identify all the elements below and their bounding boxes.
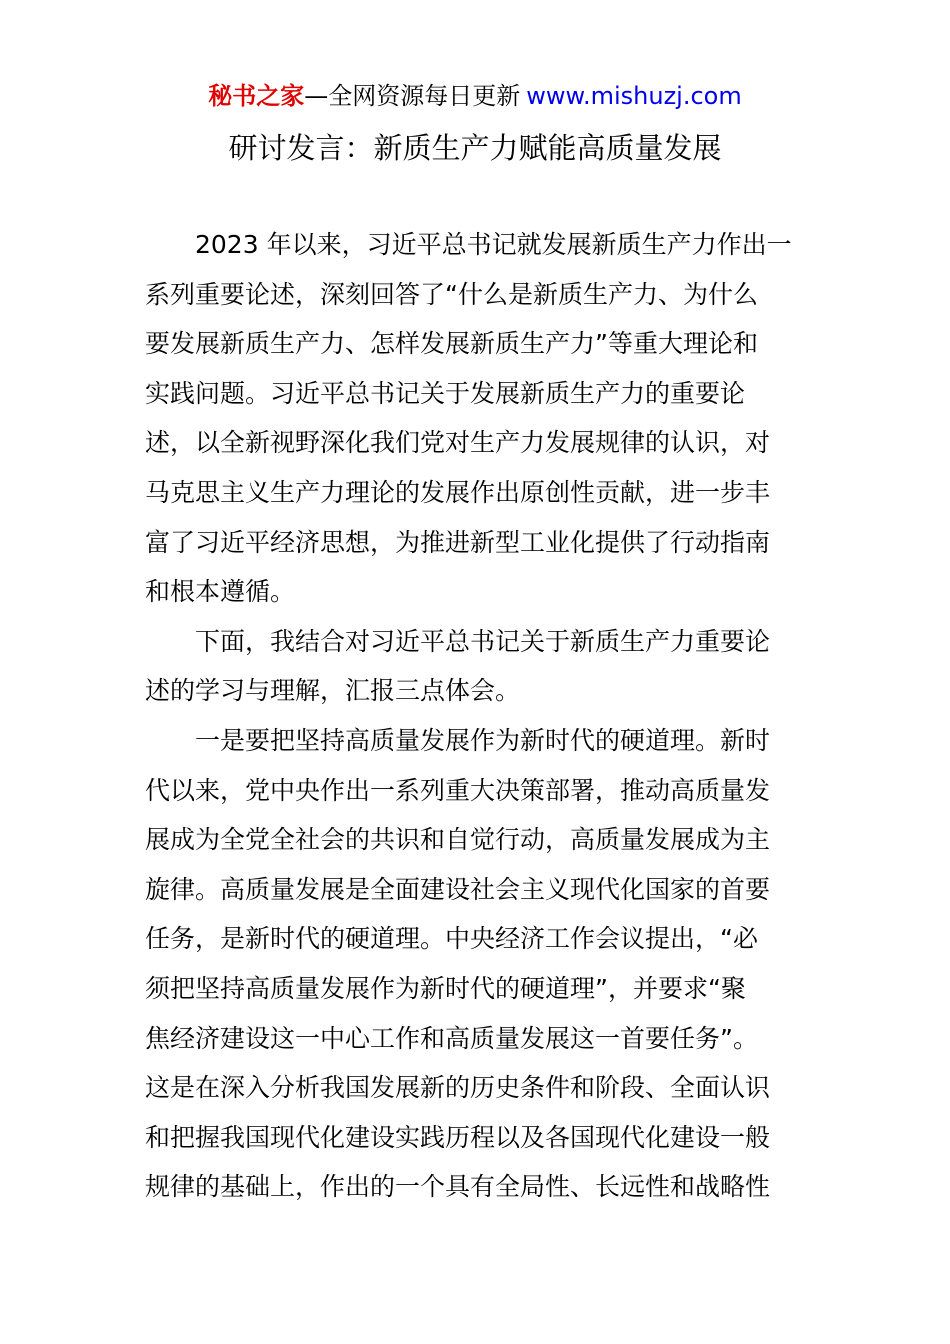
paragraph-line: 系列重要论述，深刻回答了“什么是新质生产力、为什么: [145, 279, 758, 309]
document-body: [145, 220, 810, 1212]
document-title: 研讨发言：新质生产力赋能高质量发展: [228, 131, 722, 165]
paragraph-line: 2023 年以来，习近平总书记就发展新质生产力作出一: [195, 230, 792, 259]
paragraph-line: 焦经济建设这一中心工作和高质量发展这一首要任务”。: [145, 1023, 758, 1053]
paragraph-line: 须把坚持高质量发展作为新时代的硬道理”，并要求“聚: [145, 973, 746, 1003]
paragraph-line: 和把握我国现代化建设实践历程以及各国现代化建设一般: [145, 1122, 771, 1152]
paragraph-line: 富了习近平经济思想，为推进新型工业化提供了行动指南: [145, 527, 771, 557]
site-header: [0, 78, 950, 114]
site-tagline: —全网资源每日更新: [304, 82, 521, 110]
paragraph-line: 实践问题。习近平总书记关于发展新质生产力的重要论: [145, 378, 746, 408]
paragraph-line: 要发展新质生产力、怎样发展新质生产力”等重大理论和: [145, 329, 758, 359]
paragraph-line: 一是要把坚持高质量发展作为新时代的硬道理。新时: [195, 725, 771, 755]
paragraph-line: 下面，我结合对习近平总书记关于新质生产力重要论: [195, 626, 771, 656]
paragraph-line: 述，以全新视野深化我们党对生产力发展规律的认识，对: [145, 428, 771, 458]
paragraph-line: 述的学习与理解，汇报三点体会。: [145, 676, 521, 706]
paragraph-line: 规律的基础上，作出的一个具有全局性、长远性和战略性: [145, 1172, 771, 1202]
paragraph-line: 旋律。高质量发展是全面建设社会主义现代化国家的首要: [145, 874, 771, 904]
paragraph-line: 代以来，党中央作出一系列重大决策部署，推动高质量发: [145, 775, 771, 805]
paragraph-line: 展成为全党全社会的共识和自觉行动，高质量发展成为主: [145, 825, 771, 855]
paragraph-line: 任务，是新时代的硬道理。中央经济工作会议提出，“必: [145, 924, 758, 954]
site-url-link[interactable]: www.mishuzj.com: [526, 82, 742, 110]
paragraph-line: 这是在深入分析我国发展新的历史条件和阶段、全面认识: [145, 1073, 771, 1103]
paragraph-line: 和根本遵循。: [145, 577, 296, 607]
brand-name: 秘书之家: [208, 82, 305, 110]
paragraph-line: 马克思主义生产力理论的发展作出原创性贡献，进一步丰: [145, 477, 771, 507]
